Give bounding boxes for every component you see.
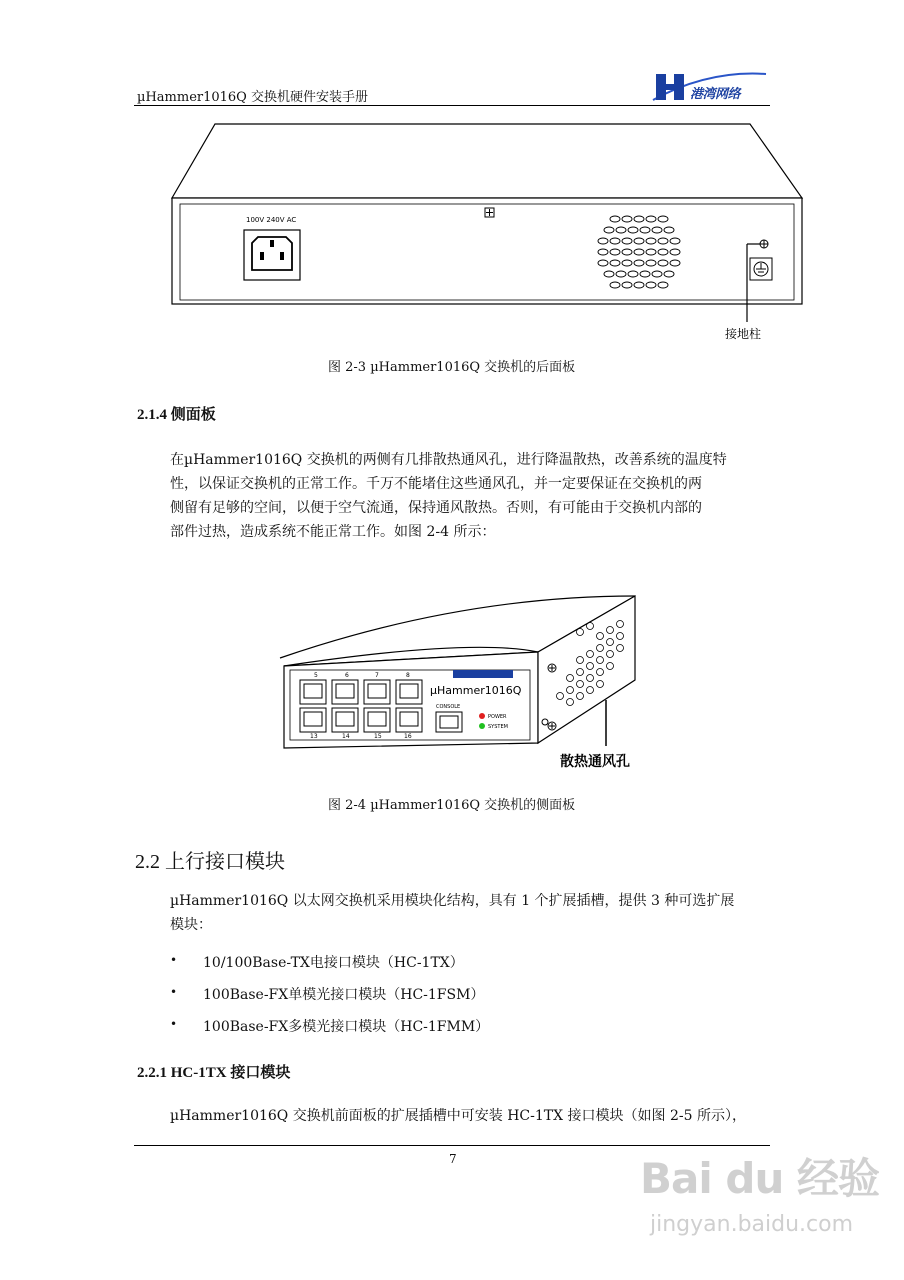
brand-logo-icon: [453, 670, 513, 678]
section-2-1-4-line-1: 在µHammer1016Q 交换机的两侧有几排散热通风孔，进行降温散热，改善系统的温度特: [170, 452, 727, 468]
port-label-14: 14: [342, 733, 350, 740]
header-title: µHammer1016Q 交换机硬件安装手册: [137, 90, 368, 105]
bullet-dot: •: [170, 985, 178, 999]
header-rule: [134, 105, 770, 106]
bullet-dot: •: [170, 1017, 178, 1031]
power-label: POWER: [488, 714, 507, 720]
voltage-label: 100V 240V AC: [246, 216, 297, 224]
watermark-main: Bai du 经验: [640, 1154, 879, 1203]
console-label: CONSOLE: [436, 704, 461, 710]
bullet-item-1: 10/100Base-TX电接口模块（HC-1TX）: [203, 955, 464, 971]
system-led-icon: [479, 723, 485, 729]
figure-2-3-caption: 图 2-3 µHammer1016Q 交换机的后面板: [328, 360, 576, 375]
ground-label: 接地柱: [725, 327, 762, 341]
port-label-6: 6: [345, 672, 349, 679]
power-led-icon: [479, 713, 485, 719]
page-number: 7: [449, 1152, 457, 1166]
logo-text: 港湾网络: [690, 87, 741, 102]
bullet-dot: •: [170, 953, 178, 967]
side-panel-figure: [270, 588, 670, 778]
brand-label: µHammer1016Q: [430, 684, 522, 697]
system-label: SYSTEM: [488, 724, 508, 730]
section-2-1-4-line-4: 部件过热，造成系统不能正常工作。如图 2-4 所示：: [170, 524, 496, 540]
port-label-16: 16: [404, 733, 412, 740]
section-2-2-heading: 2.2 上行接口模块: [135, 851, 285, 873]
bullet-item-2: 100Base-FX单模光接口模块（HC-1FSM）: [203, 987, 485, 1003]
section-2-1-4-line-3: 侧留有足够的空间，以便于空气流通，保持通风散热。否则，有可能由于交换机内部的: [170, 500, 702, 516]
vent-label: 散热通风孔: [560, 754, 630, 770]
section-2-2-line-1: µHammer1016Q 以太网交换机采用模块化结构，具有 1 个扩展插槽，提供 3 种可选扩展: [170, 893, 735, 909]
section-2-1-4-line-2: 性，以保证交换机的正常工作。千万不能堵住这些通风孔，并一定要保证在交换机的两: [170, 476, 702, 492]
section-2-2-1-paragraph: µHammer1016Q 交换机前面板的扩展插槽中可安装 HC-1TX 接口模块（如图 2-5 所示），: [170, 1108, 746, 1124]
port-label-15: 15: [374, 733, 382, 740]
section-2-2-1-heading: 2.2.1 HC-1TX 接口模块: [137, 1065, 291, 1081]
bullet-item-3: 100Base-FX多模光接口模块（HC-1FMM）: [203, 1019, 490, 1035]
figure-2-4-caption: 图 2-4 µHammer1016Q 交换机的侧面板: [328, 798, 576, 813]
rear-panel-figure: [160, 118, 820, 348]
port-label-5: 5: [314, 672, 318, 679]
port-label-7: 7: [375, 672, 379, 679]
port-label-8: 8: [406, 672, 410, 679]
section-2-2-line-2: 模块：: [170, 917, 212, 933]
watermark-sub: jingyan.baidu.com: [650, 1212, 854, 1237]
section-2-1-4-heading: 2.1.4 侧面板: [137, 407, 216, 423]
port-label-13: 13: [310, 733, 318, 740]
